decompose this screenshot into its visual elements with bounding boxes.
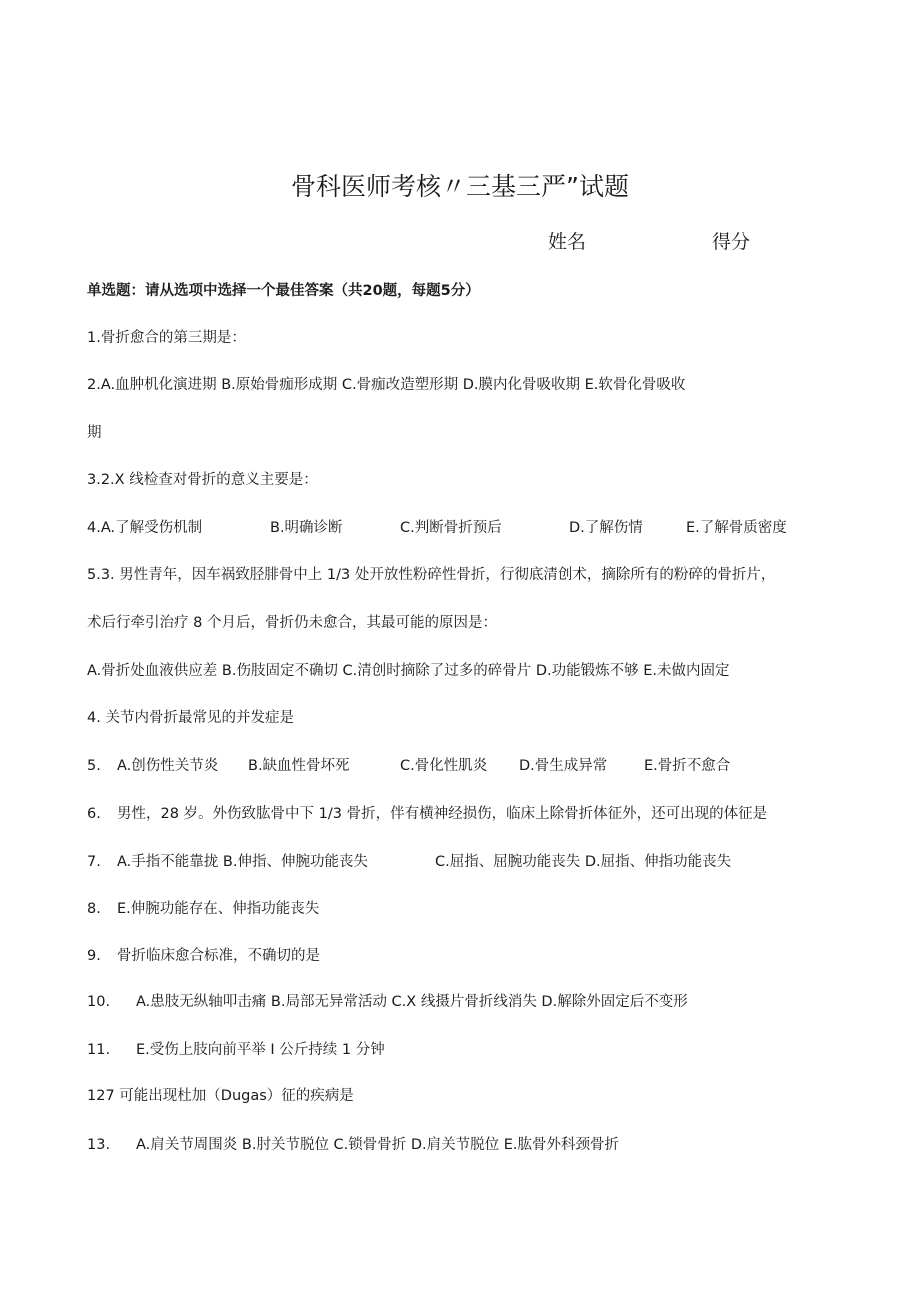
option-b: B.缺血性骨坏死 [248, 758, 350, 774]
question-line: 5.3. 男性青年，因车祸致胫腓骨中上 1/3 处开放性粉碎性骨折，行彻底清创术，摘除所有的粉碎的骨折片， [87, 567, 776, 583]
option-e: E.伸腕功能存在、伸指功能丧失 [117, 901, 320, 917]
item-number: 5. [87, 758, 101, 774]
option-e: E.了解骨质密度 [686, 520, 787, 536]
item-number: 7. [87, 854, 101, 870]
option-a: 4.A.了解受伤机制 [87, 520, 203, 536]
instructions: 单选题：请从选项中选择一个最佳答案（共20题，每题5分） [87, 283, 480, 299]
item-number: 6. [87, 806, 101, 822]
item-number: 8. [87, 901, 101, 917]
option-d: D.了解伤情 [569, 520, 643, 536]
question-line: 127 可能出现杜加（Dugas）征的疾病是 [87, 1088, 354, 1104]
score-label: 得分 [712, 231, 751, 253]
options-text: A.患肢无纵轴叩击痛 B.局部无异常活动 C.X 线摄片骨折线消失 D.解除外固定后不变形 [136, 994, 688, 1010]
item-number: 10. [87, 994, 111, 1010]
question-line: 3.2.X 线检查对骨折的意义主要是： [87, 472, 318, 488]
option-ab: A.手指不能靠拢 B.伸指、伸腕功能丧失 [117, 854, 368, 870]
option-e: E.受伤上肢向前平举 I 公斤持续 1 分钟 [136, 1042, 385, 1058]
name-label: 姓名 [548, 231, 587, 253]
option-cd: C.屈指、屈腕功能丧失 D.屈指、伸指功能丧失 [435, 854, 732, 870]
question-line: 4. 关节内骨折最常见的并发症是 [87, 710, 294, 726]
question-text: 骨折临床愈合标准，不确切的是 [117, 948, 320, 964]
item-number: 11. [87, 1042, 111, 1058]
option-e: E.骨折不愈合 [644, 758, 731, 774]
options-line-cont: 期 [87, 425, 102, 441]
options-text: A.肩关节周围炎 B.肘关节脱位 C.锁骨骨折 D.肩关节脱位 E.肱骨外科颈骨折 [136, 1137, 620, 1153]
option-b: B.明确诊断 [270, 520, 343, 536]
question-text: 男性，28 岁。外伤致肱骨中下 1/3 骨折，伴有横神经损伤，临床上除骨折体征外，还可出现的体征是 [117, 806, 768, 822]
option-c: C.判断骨折预后 [400, 520, 502, 536]
option-a: A.创伤性关节炎 [117, 758, 219, 774]
question-line-cont: 术后行牵引治疗 8 个月后，骨折仍未愈合，其最可能的原因是： [87, 615, 497, 631]
option-d: D.骨生成异常 [519, 758, 608, 774]
options-line: 2.A.血肿机化演进期 B.原始骨痂形成期 C.骨痂改造塑形期 D.膜内化骨吸收期 E.软骨化骨吸收 [87, 377, 686, 393]
options-line: A.骨折处血液供应差 B.伤肢固定不确切 C.清创时摘除了过多的碎骨片 D.功能锻炼不够 E.未做内固定 [87, 663, 730, 679]
item-number: 13. [87, 1137, 111, 1153]
exam-title: 骨科医师考核〃三基三严”试题 [291, 172, 629, 201]
item-number: 9. [87, 948, 101, 964]
option-c: C.骨化性肌炎 [400, 758, 488, 774]
question-line: 1.骨折愈合的第三期是： [87, 330, 246, 346]
